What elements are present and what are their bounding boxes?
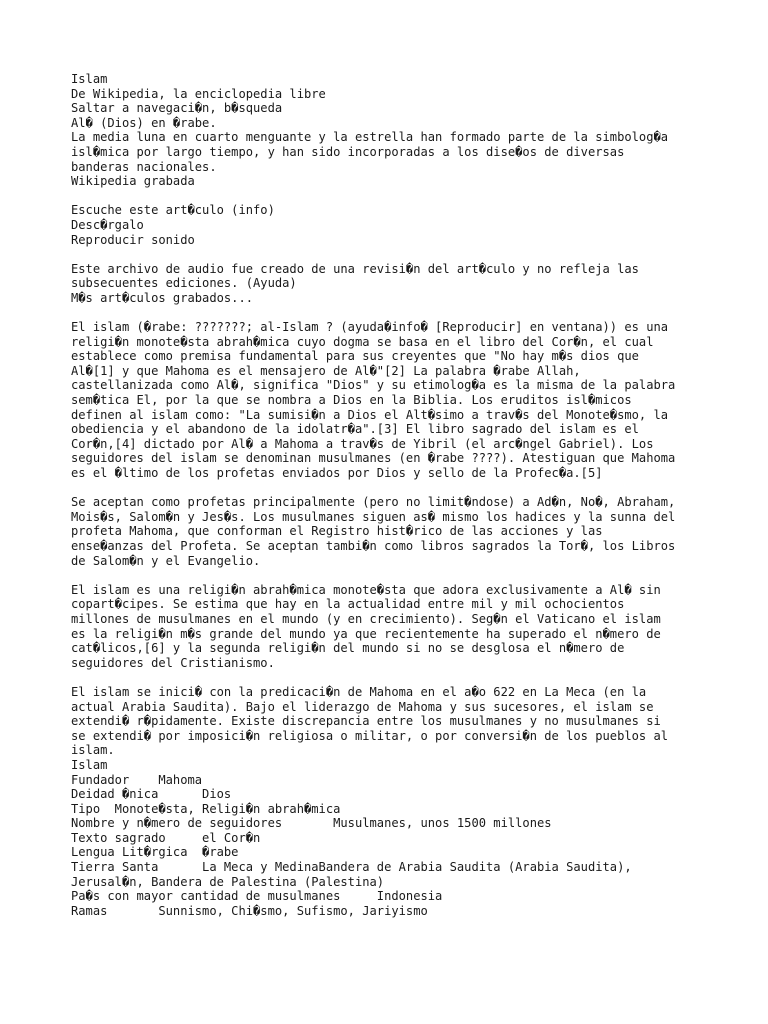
paragraph-line: millones de musulmanes en el mundo (y en crecimiento). Seg�n el Vaticano el islam [71, 611, 661, 626]
paragraph-line: de Salom�n y el Evangelio. [71, 553, 261, 568]
article-paragraph [71, 685, 761, 758]
paragraph-line: establece como premisa fundamental para sus creyentes que "No hay m�s dios que [71, 349, 639, 364]
infobox-row-holy-land: Tierra Santa La Meca y MedinaBandera de Arabia Saudita (Arabia Saudita), [71, 860, 632, 875]
infobox-row-country: Pa�s con mayor cantidad de musulmanes Indonesia [71, 889, 443, 904]
infobox-row-liturgical-language: Lengua Lit�rgica �rabe [71, 845, 239, 860]
play-audio-link[interactable]: Reproducir sonido [71, 232, 195, 247]
paragraph-line: seguidores del Cristianismo. [71, 655, 275, 670]
paragraph-line: El islam es una religi�n abrah�mica monote�sta que adora exclusivamente a Al� sin [71, 582, 661, 597]
skip-nav-separator: , [209, 101, 224, 116]
caption-line: banderas nacionales. [71, 159, 217, 174]
page-title: Islam [71, 72, 108, 86]
infobox-row-holy-land-cont: Jerusal�n, Bandera de Palestina (Palestina) [71, 874, 385, 889]
search-link[interactable]: b�squeda [223, 101, 283, 116]
paragraph-line: copart�cipes. Se estima que hay en la actualidad entre mil y mil ochocientos [71, 597, 625, 612]
paragraph-line: extendi� r�pidamente. Existe discrepancia entre los musulmanes y no musulmanes si [71, 714, 661, 729]
infobox-row-followers: Nombre y n�mero de seguidores Musulmanes, unos 1500 millones [71, 816, 552, 831]
spacer [71, 247, 761, 262]
listen-article-link[interactable]: Escuche este art�culo (info) [71, 203, 275, 218]
infobox-row-sacred-text: Texto sagrado el Cor�n [71, 830, 261, 845]
paragraph-line: ense�anzas del Profeta. Se aceptan tambi�n como libros sagrados la Tor�, los Libros [71, 539, 676, 553]
paragraph-line: es el �ltimo de los profetas enviados por Dios y sello de la Profec�a.[5] [71, 466, 603, 481]
paragraph-line: definen al islam como: "La sumisi�n a Dios el Alt�simo a trav�s del Monote�smo, la [71, 407, 669, 422]
audio-note-line: subsecuentes ediciones. (Ayuda) [71, 276, 297, 291]
caption-line: La media luna en cuarto menguante y la estrella han formado parte de la simbolog�a [71, 130, 669, 145]
paragraph-line: islam. [71, 743, 115, 758]
spacer [71, 670, 761, 685]
paragraph-line: Cor�n,[4] dictado por Al� a Mahoma a trav�s de Yibril (el arc�ngel Gabriel). Los [71, 436, 654, 451]
paragraph-line: cat�licos,[6] y la segunda religi�n del mundo si no se desglosa el n�mero de [71, 641, 625, 656]
paragraph-line: Al�[1] y que Mahoma es el mensajero de Al�"[2] La palabra �rabe Allah, [71, 363, 581, 378]
audio-note-line: Este archivo de audio fue creado de una revisi�n del art�culo y no refleja las [71, 261, 639, 276]
paragraph-line: es la religi�n m�s grande del mundo ya que recientemente ha superado el n�mero de [71, 626, 661, 641]
caption-description [71, 130, 761, 174]
page-subtitle: De Wikipedia, la enciclopedia libre [71, 86, 326, 101]
document-page [71, 72, 761, 918]
paragraph-line: obediencia y el abandono de la idolatr�a".[3] El libro sagrado del islam es el [71, 422, 639, 437]
paragraph-line: El islam se inici� con la predicaci�n de Mahoma en el a�o 622 en La Meca (en la [71, 684, 647, 699]
article-paragraph [71, 583, 761, 671]
caption-line: isl�mica por largo tiempo, y han sido incorporadas a los dise�os de diversas [71, 144, 625, 159]
more-recorded-articles-link[interactable]: M�s art�culos grabados... [71, 290, 254, 305]
image-caption: Al� (Dios) en �rabe. [71, 115, 217, 130]
spacer [71, 481, 761, 496]
infobox-row-deity: Deidad �nica Dios [71, 787, 232, 802]
paragraph-line: castellanizada como Al�, significa "Dios" y su etimolog�a es la misma de la palabra [71, 378, 676, 393]
paragraph-line: Mois�s, Salom�n y Jes�s. Los musulmanes siguen as� mismo los hadices y la sunna del [71, 509, 676, 524]
infobox [71, 758, 761, 919]
paragraph-line: actual Arabia Saudita). Bajo el liderazgo de Mahoma y sus sucesores, el islam se [71, 699, 654, 714]
paragraph-line: El islam (�rabe: ???????; al-Islam ? (ayuda�info� [Reproducir] en ventana)) es una [71, 320, 669, 335]
navigation-link[interactable]: navegaci�n [136, 101, 210, 116]
paragraph-line: se extendi� por imposici�n religiosa o militar, o por conversi�n de los pueblos al [71, 728, 669, 743]
spacer [71, 568, 761, 583]
article-paragraph [71, 495, 761, 568]
spacer [71, 189, 761, 204]
skip-nav-line [71, 101, 761, 116]
article-paragraph [71, 320, 761, 481]
skip-nav-prefix: Saltar a [71, 101, 137, 116]
infobox-row-type: Tipo Monote�sta, Religi�n abrah�mica [71, 801, 341, 816]
paragraph-line: Se aceptan como profetas principalmente (pero no limit�ndose) a Ad�n, No�, Abraham, [71, 495, 676, 510]
recorded-wikipedia-link[interactable]: Wikipedia grabada [71, 174, 195, 189]
paragraph-line: sem�tica El, por la que se nombra a Dios en la Biblia. Los eruditos isl�micos [71, 393, 632, 408]
infobox-row-founder: Fundador Mahoma [71, 772, 203, 787]
infobox-row-branches: Ramas Sunnismo, Chi�smo, Sufismo, Jariyismo [71, 903, 428, 918]
paragraph-line: profeta Mahoma, que conforman el Registro hist�rico de las acciones y las [71, 524, 603, 539]
spacer [71, 306, 761, 321]
download-audio-link[interactable]: Desc�rgalo [71, 217, 144, 232]
infobox-title: Islam [71, 757, 108, 772]
paragraph-line: seguidores del islam se denominan musulmanes (en �rabe ????). Atestiguan que Mahoma [71, 451, 676, 466]
paragraph-line: religi�n monote�sta abrah�mica cuyo dogma se basa en el libro del Cor�n, el cual [71, 334, 654, 349]
audio-note [71, 262, 761, 291]
